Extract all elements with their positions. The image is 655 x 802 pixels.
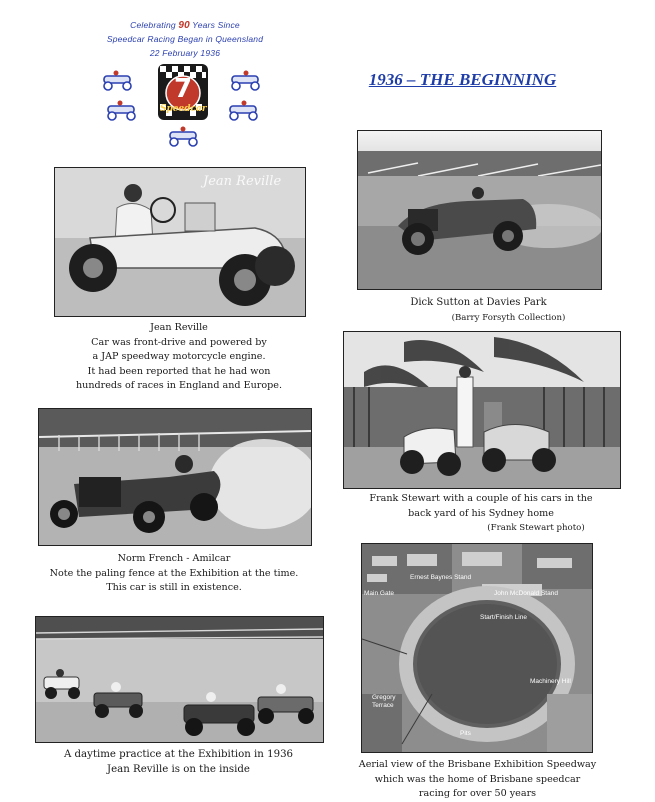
- caption-line: This car is still in existence.: [106, 582, 242, 593]
- caption-practice: [35, 748, 322, 777]
- caption-line: A daytime practice at the Exhibition in 1936: [63, 749, 294, 760]
- aerial-label-mcdonald-stand: John McDonald Stand: [494, 590, 558, 597]
- anniversary-logo: [96, 60, 271, 152]
- caption-title: Dick Sutton at Davies Park: [410, 297, 547, 308]
- small-car-icon: [230, 101, 257, 121]
- photo-daytime-practice: [35, 616, 324, 743]
- photo-norm-french: [38, 408, 312, 546]
- aerial-label-gregory-terrace: Gregory Terrace: [372, 694, 396, 709]
- header-text: Years Since: [189, 20, 240, 30]
- photo-credit: (Frank Stewart photo): [487, 523, 585, 533]
- caption-norm-french: [38, 552, 310, 596]
- caption-dick-sutton: [357, 296, 600, 325]
- header-text: Celebrating: [130, 20, 179, 30]
- photo-signature: Jean Reville: [203, 174, 282, 189]
- emblem-number: 7: [173, 74, 193, 104]
- caption-line: Aerial view of the Brisbane Exhibition Speedway: [358, 759, 597, 770]
- caption-frank-stewart: [343, 492, 619, 536]
- header-line-1: [80, 20, 290, 31]
- small-car-icon: [104, 71, 131, 91]
- caption-line: Norm French - Amilcar: [117, 553, 231, 564]
- caption-line: Jean Reville: [150, 322, 208, 333]
- aerial-label-pits: Pits: [460, 730, 471, 737]
- small-car-icon: [232, 71, 259, 91]
- header-line-2: Speedcar Racing Began in Queensland: [106, 34, 264, 44]
- small-car-icon: [108, 101, 135, 121]
- caption-jean-reville: [34, 321, 324, 394]
- photo-aerial-speedway: [361, 543, 593, 753]
- caption-line: Frank Stewart with a couple of his cars in the: [369, 493, 593, 504]
- caption-line: Jean Reville is on the inside: [107, 763, 250, 775]
- header-line-3: 22 February 1936: [149, 48, 221, 58]
- photo-jean-reville: [54, 167, 306, 317]
- caption-line: racing for over 50 years: [418, 788, 537, 799]
- caption-line: which was the home of Brisbane speedcar: [374, 773, 581, 785]
- anniversary-number: 90: [178, 20, 190, 31]
- aerial-label-machinery-hill: Machinery Hill: [530, 678, 571, 685]
- caption-line: a JAP speedway motorcycle engine.: [92, 351, 266, 362]
- aerial-label-stand: Ernest Baynes Stand: [410, 574, 472, 581]
- caption-aerial: [340, 758, 615, 802]
- photo-dick-sutton: [357, 130, 602, 290]
- photo-frank-stewart: [343, 331, 621, 489]
- page-title: 1936 – THE BEGINNING: [368, 70, 557, 89]
- small-car-icon: [170, 127, 197, 147]
- photo-credit: (Barry Forsyth Collection): [451, 312, 566, 323]
- emblem-text: Speedcar: [160, 104, 207, 114]
- aerial-label-start-finish: Start/Finish Line: [480, 614, 527, 621]
- caption-line: back yard of his Sydney home: [408, 507, 554, 519]
- caption-line: Note the paling fence at the Exhibition at the time.: [49, 567, 299, 579]
- aerial-label-main-gate: Main Gate: [364, 590, 394, 597]
- caption-line: It had been reported that he had won: [87, 365, 271, 377]
- caption-line: hundreds of races in England and Europe.: [75, 380, 283, 391]
- caption-line: Car was front-drive and powered by: [91, 336, 267, 348]
